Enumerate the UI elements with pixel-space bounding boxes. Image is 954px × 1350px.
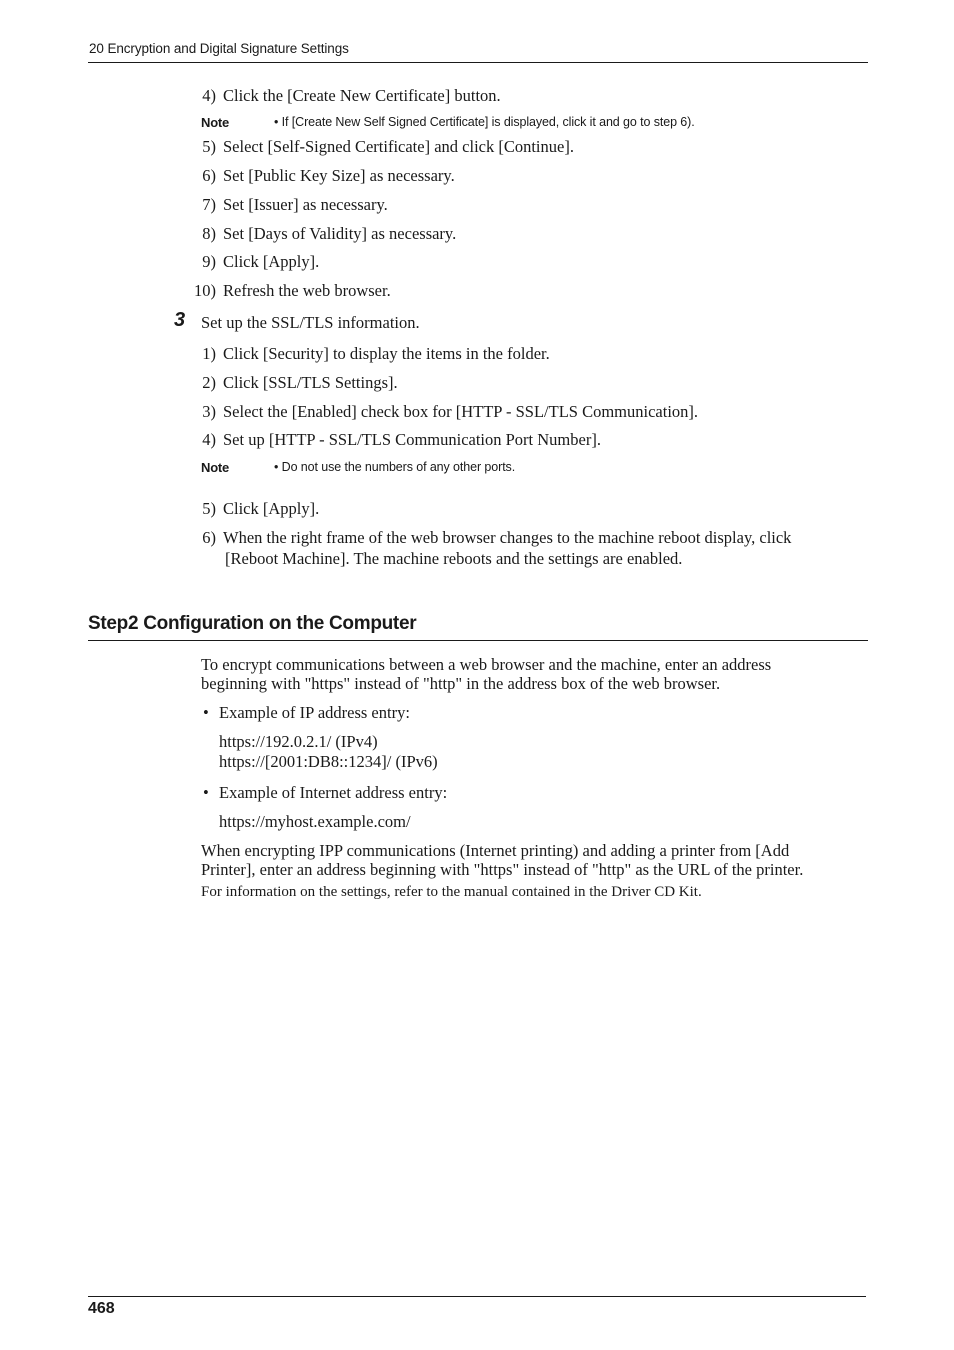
substep-number: 1): [202, 344, 216, 363]
section-rule: [88, 640, 868, 641]
substep-number: 5): [202, 499, 216, 518]
note-text: • Do not use the numbers of any other ports.: [274, 460, 516, 474]
note-label: Note: [201, 460, 230, 475]
substep-number: 5): [202, 137, 216, 156]
running-header: 20 Encryption and Digital Signature Settings: [89, 41, 349, 56]
substep-text: Set [Public Key Size] as necessary.: [223, 166, 455, 185]
substep-number: 6): [202, 528, 216, 547]
footer-rule: [88, 1296, 866, 1297]
substep-text: Set [Issuer] as necessary.: [223, 195, 388, 214]
substep-number: 4): [202, 430, 216, 449]
substep-number: 3): [202, 402, 216, 421]
paragraph-line: beginning with "https" instead of "http" in the address box of the web browser.: [201, 674, 721, 693]
paragraph-line: Printer], enter an address beginning with "https" instead of "http" as the URL of the printer.: [201, 860, 804, 879]
substep-text: Click the [Create New Certificate] button.: [223, 86, 501, 105]
substep-number: 7): [202, 195, 216, 214]
paragraph-line: When encrypting IPP communications (Internet printing) and adding a printer from [Add: [201, 841, 790, 860]
step-text: Set up the SSL/TLS information.: [201, 313, 420, 332]
example-url: https://[2001:DB8::1234]/ (IPv6): [219, 752, 438, 771]
substep-text: Click [Security] to display the items in the folder.: [223, 344, 550, 363]
header-rule: [88, 62, 868, 63]
substep-text: Select the [Enabled] check box for [HTTP - SSL/TLS Communication].: [223, 402, 699, 421]
substep-text: Click [SSL/TLS Settings].: [223, 373, 398, 392]
substep-text: Click [Apply].: [223, 499, 320, 518]
substep-text-line: When the right frame of the web browser changes to the machine reboot display, click: [223, 528, 792, 547]
bullet-text: Example of Internet address entry:: [219, 783, 448, 802]
substep-number: 10): [194, 281, 216, 300]
substep-text: Refresh the web browser.: [223, 281, 391, 300]
bullet-mark: •: [203, 783, 209, 802]
substep-text-line: [Reboot Machine]. The machine reboots and the settings are enabled.: [225, 549, 683, 568]
substep-number: 2): [202, 373, 216, 392]
page-number: 468: [88, 1300, 115, 1317]
substep-number: 6): [202, 166, 216, 185]
step-number: 3: [174, 309, 186, 331]
paragraph-line: To encrypt communications between a web browser and the machine, enter an address: [201, 655, 772, 674]
paragraph-line: For information on the settings, refer to the manual contained in the Driver CD Kit.: [201, 884, 702, 900]
substep-number: 4): [202, 86, 216, 105]
bullet-text: Example of IP address entry:: [219, 703, 410, 722]
section-heading: Step2 Configuration on the Computer: [88, 613, 417, 634]
substep-text: Click [Apply].: [223, 252, 320, 271]
example-url: https://192.0.2.1/ (IPv4): [219, 732, 378, 751]
note-text: • If [Create New Self Signed Certificate] is displayed, click it and go to step 6).: [274, 115, 695, 129]
substep-number: 8): [202, 224, 216, 243]
bullet-mark: •: [203, 703, 209, 722]
note-label: Note: [201, 115, 230, 130]
substep-number: 9): [202, 252, 216, 271]
substep-text: Set [Days of Validity] as necessary.: [223, 224, 457, 243]
example-url: https://myhost.example.com/: [219, 812, 411, 831]
substep-text: Select [Self-Signed Certificate] and click [Continue].: [223, 137, 574, 156]
substep-text: Set up [HTTP - SSL/TLS Communication Port Number].: [223, 430, 601, 449]
